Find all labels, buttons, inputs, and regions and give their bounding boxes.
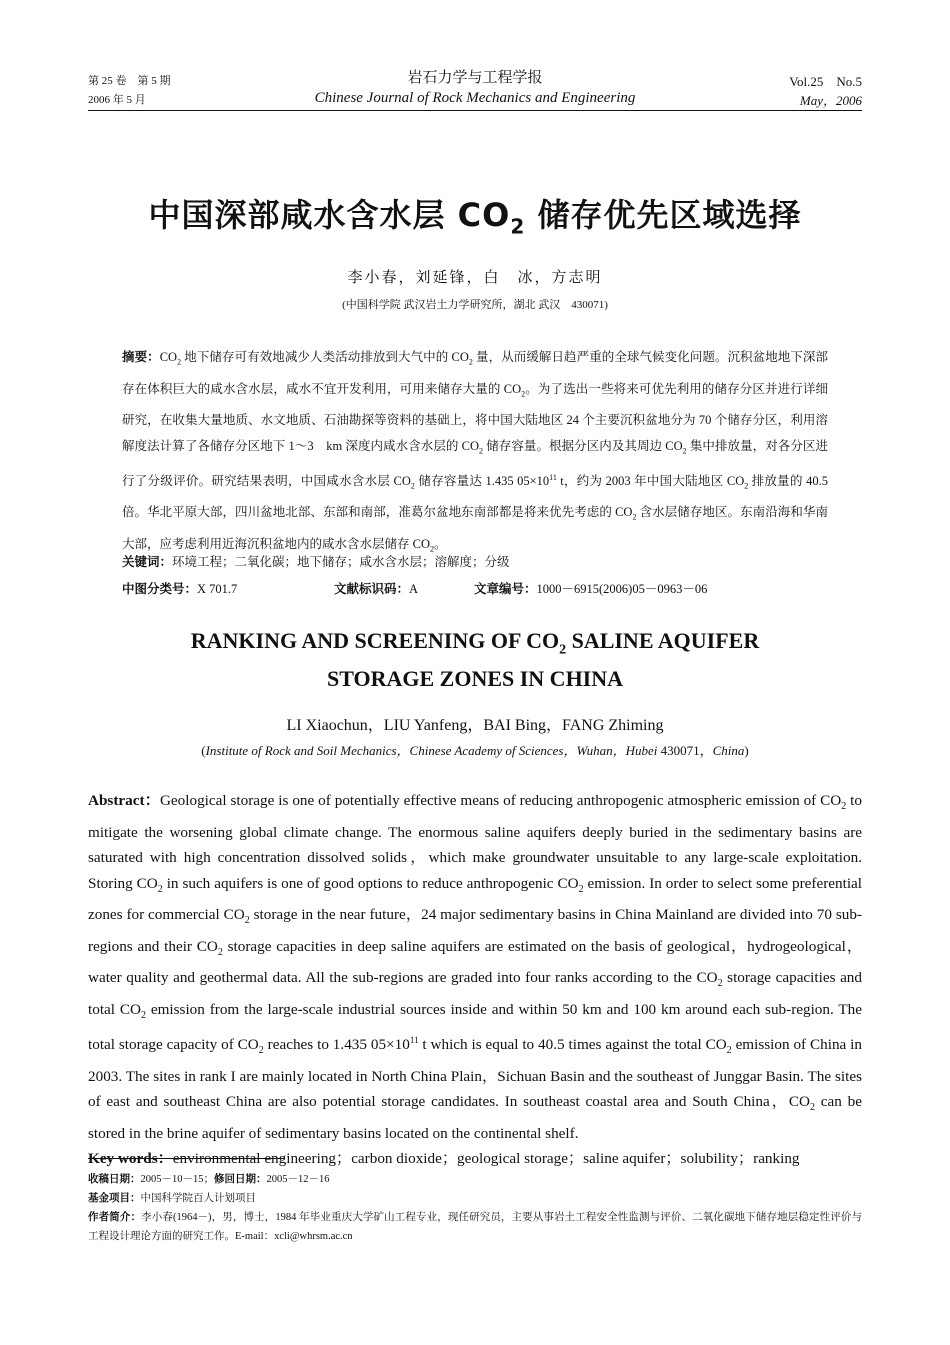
footnote-fund: 基金项目：中国科学院百人计划项目 [88, 1192, 256, 1204]
title-en [0, 626, 950, 693]
date-cn: 2006 年 5 月 [88, 94, 146, 106]
keywords-en-text: environmental engineering；carbon dioxide；geological storage；saline aquifer；solubility；ranking [172, 1150, 800, 1168]
authors-en: LI Xiaochun，LIU Yanfeng，BAI Bing，FANG Zhiming [286, 717, 664, 734]
journal-name-en: Chinese Journal of Rock Mechanics and Engineering [314, 90, 636, 106]
affiliation-cn: (中国科学院 武汉岩土力学研究所，湖北 武汉 430071) [342, 299, 608, 311]
title-en-line1: RANKING AND SCREENING OF $CO_2$ SALINE AQUIFER [190, 628, 760, 658]
abstract-en-body: Abstract：Geological storage is one of potentially effective means of reducing anthropogenic atmospheric emission of $CO_2$ to mitigate the worsening global climate change. The enormous saline aquifers deeply buried in the sedimentary basins are saturated with high concentration dissolved solids，which make groundwater unsuitable to any large-scale exploitation. Storing $CO_2$ in such aquifers is one of good options to reduce anthropogenic $CO_2$ emission. In order to select some preferential zones for commercial $CO_2$ storage in the near future，24 major sedimentary basins in China Mainland are divided into 70 sub-regions and their $CO_2$ storage capacities in deep saline aquifers are estimated on the basis of geological，hydrogeological，water quality and geothermal data. All the sub-regions are graded into four ranks according to the $CO_2$ storage capacities and total $CO_2$ emission from the large-scale industrial sources inside and within 50 km and 100 km around each sub-region. The total storage capacity of $CO_2$ reaches to 1.435 $05\times 10^{11}$ t which is equal to 40.5 times against the total $CO_2$ emission of China in 2003. The sites in rank I are mainly located in North China Plain，Sichuan Basin and the southeast of Junggar Basin. The sites of east and southeast China are also potential storage candidates. In southeast coastal area and South China，$CO_2$ can be stored in the brine aquifer of sedimentary basins located on the continental shelf. [88, 792, 863, 1142]
clc-number: 中图分类号：X 701.7 [122, 581, 238, 596]
keywords-en [88, 1146, 862, 1172]
date-en: May，2006 [799, 93, 862, 108]
keywords-cn-text: 环境工程；二氧化碳；地下储存；咸水含水层；溶解度；分级 [172, 555, 510, 569]
abstract-cn: 摘要：$CO_2$ 地下储存可有效地减少人类活动排放到大气中的 $CO_2$ 量，从而缓解日趋严重的全球气候变化问题。沉积盆地地下深部存在体积巨大的咸水含水层，咸水不宜开发利用，可用来储存大量的 $CO_2$。为了选出一些将来可优先利用的储存分区并进行详细研究，在收集大量地质、水文地质、石油勘探等资料的基础上，将中国大陆地区 24 个主要沉积盆地分为 70 个储存分区，利用溶解度法计算了各储存分区地下 1～3 km 深度内咸水含水层的 $CO_2$ 储存容量。根据分区内及其周边 $CO_2$ 集中排放量，对各分区进行了分级评价。研究结果表明，中国咸水含水层 $CO_2$ 储存容量达 1.435 $05\times 10^{11}$ t，约为 2003 年中国大陆地区 $CO_2$ 排放量的 40.5 倍。华北平原大部，四川盆地北部、东部和南部，准葛尔盆地东南部都是将来优先考虑的 $CO_2$ 含水层储存地区。东南沿海和华南大部，应考虑利用近海沉积盆地内的咸水含水层储存 $CO_2$。 [122, 349, 828, 554]
authors-cn: 李小春，刘延锋，白 冰，方志明 [347, 270, 603, 286]
footnote-divider [88, 1158, 284, 1159]
title-en-line2: STORAGE ZONES IN CHINA [326, 666, 624, 692]
document-code: 文献标识码：A [334, 581, 419, 596]
footnote-author: 作者简介：李小春(1964－)，男，博士，1984 年毕业重庆大学矿山工程专业，现任研究员，主要从事岩土工程安全性监测与评价、二氧化碳地下储存地层稳定性评价与工程设计理论方面的研究工作。E-mail：xcli@whrsm.ac.cn [88, 1211, 862, 1242]
title-cn: 中国深部咸水含水层 $CO_2$ 储存优先区域选择 [148, 196, 802, 239]
volume-issue-en: Vol.25 No.5 [789, 74, 862, 89]
issue-info-en [789, 72, 862, 110]
abstract-en [88, 788, 862, 1172]
abstract-en-label: Abstract： [88, 792, 160, 809]
volume-issue-cn: 第 25 卷 第 5 期 [88, 75, 171, 87]
journal-name [88, 68, 862, 108]
abstract-cn-label: 摘要： [122, 349, 160, 364]
journal-name-cn: 岩石力学与工程学报 [407, 70, 543, 86]
keywords-cn [122, 552, 510, 572]
affiliation-en: (Institute of Rock and Soil Mechanics，Chinese Academy of Sciences，Wuhan，Hubei 430071，China) [201, 743, 749, 758]
article-number: 文章编号：1000－6915(2006)05－0963－06 [474, 581, 708, 596]
keywords-cn-label: 关键词： [122, 554, 173, 569]
footnote-dates: 收稿日期：2005－10－15；修回日期：2005－12－16 [88, 1173, 330, 1185]
running-header [88, 68, 862, 111]
keywords-en-label: Key words： [88, 1150, 173, 1168]
